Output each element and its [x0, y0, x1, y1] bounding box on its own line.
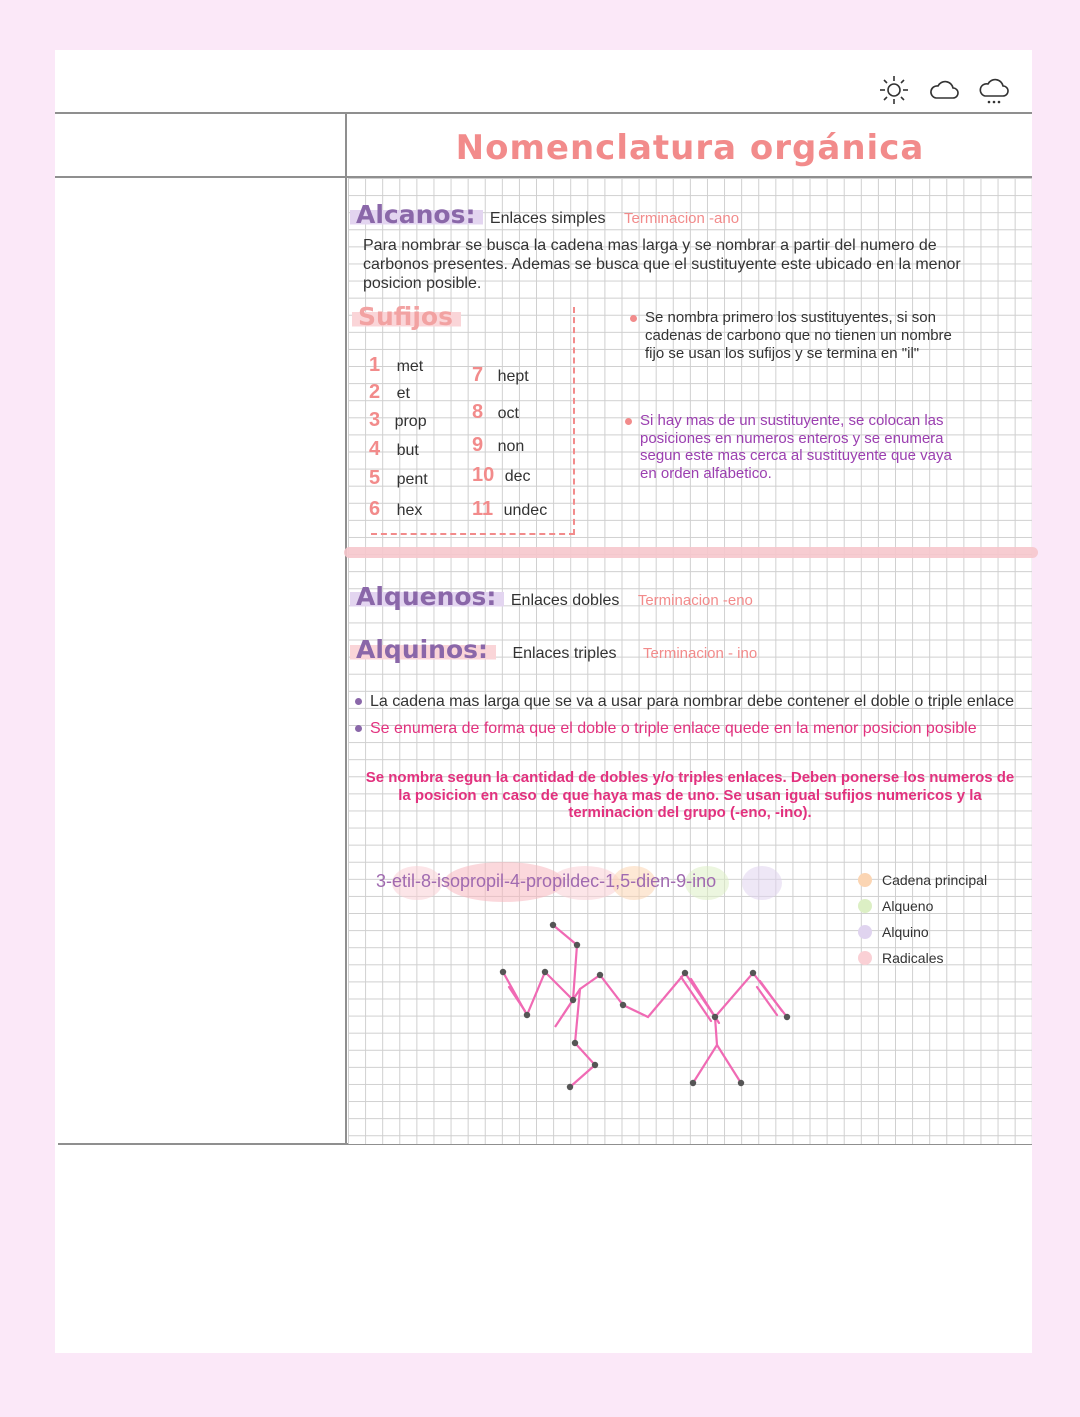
alcanos-suffix: Terminacion -ano [623, 210, 740, 227]
page-title: Nomenclatura orgánica [455, 128, 925, 168]
naming-line: la posicion en caso de que haya mas de uno. Se usan igual sufijos numericos y la [398, 786, 982, 804]
alquinos-row [350, 635, 757, 664]
suffix-item [472, 364, 547, 401]
cloud-icon [928, 76, 960, 104]
suffix-item [369, 498, 428, 526]
alcanos-heading: Alcanos: [350, 200, 483, 229]
legend-label: Cadena principal [882, 872, 988, 888]
suffix-item [472, 498, 547, 528]
note-line: posiciones en numeros enteros y se enumera [640, 429, 944, 447]
note-line: en orden alfabetico. [640, 464, 772, 482]
margin-rule [345, 112, 347, 1145]
suffix-name: met [396, 358, 424, 375]
note-line: fijo se usan los sufijos y se termina en "il" [645, 345, 920, 362]
suffix-name: pent [396, 471, 428, 488]
note-line: segun este mas cerca al sustituyente que vaya [640, 447, 952, 464]
suffix-number: 11 [472, 498, 494, 520]
legend-swatch [858, 873, 872, 887]
suffix-name: undec [503, 502, 548, 519]
section-divider [344, 547, 1038, 558]
suffix-item [472, 401, 547, 434]
alquenos-heading: Alquenos: [350, 582, 504, 611]
suffix-number: 6 [369, 498, 381, 520]
rules-list [355, 693, 1025, 738]
rule-item [355, 720, 1025, 738]
alcanos-paragraph [363, 236, 1023, 293]
suffix-item [369, 467, 428, 498]
alcanos-bond: Enlaces simples [489, 210, 606, 227]
alquinos-heading: Alquinos: [350, 635, 496, 664]
suffix-item [369, 381, 428, 409]
suffix-number: 8 [472, 401, 484, 423]
sun-icon [878, 74, 910, 106]
sufijos-heading: Sufijos [352, 302, 461, 331]
suffix-item [472, 464, 547, 498]
alquenos-suffix: Terminacion -eno [637, 592, 753, 609]
suffix-name: hex [396, 502, 423, 519]
alcanos-line: posicion posible. [363, 275, 482, 292]
rule-item [355, 693, 1025, 720]
suffix-name: non [497, 438, 525, 455]
naming-explanation [360, 769, 1020, 822]
bullet-icon [355, 725, 362, 732]
suffix-name: et [396, 385, 410, 402]
sufijos-left-list [369, 354, 428, 526]
legend-label: Radicales [882, 950, 944, 966]
suffix-item [369, 354, 428, 381]
skeletal-structure [495, 915, 805, 1095]
legend-swatch [858, 899, 872, 913]
rain-cloud-icon [977, 76, 1011, 108]
alquinos-bond: Enlaces triples [512, 645, 617, 662]
legend-label: Alqueno [882, 898, 934, 914]
suffix-number: 10 [472, 464, 495, 486]
note-varios-sustituyentes [625, 412, 1015, 482]
suffix-number: 5 [369, 467, 381, 489]
note-line: Se nombra primero los sustituyentes, si son [645, 309, 936, 326]
naming-line: Se nombra segun la cantidad de dobles y/o triples enlaces. Deben ponerse los numeros de [365, 769, 1015, 786]
sufijos-right-list [472, 364, 547, 528]
suffix-item [369, 438, 428, 467]
suffix-number: 2 [369, 381, 381, 403]
alcanos-row [350, 200, 739, 229]
legend-label: Alquino [882, 924, 929, 940]
alquenos-row [350, 582, 753, 611]
alcanos-line: Para nombrar se busca la cadena mas larga y se nombrar a partir del numero de [363, 237, 937, 254]
alquinos-suffix: Terminacion - ino [642, 645, 758, 662]
suffix-name: but [396, 442, 419, 459]
suffix-name: hept [497, 368, 529, 385]
alquenos-bond: Enlaces dobles [510, 592, 620, 609]
example-name: 3-etil-8-isopropil-4-propildec-1,5-dien-9-ino [376, 871, 717, 891]
bullet-icon [625, 418, 632, 425]
legend-swatch [858, 951, 872, 965]
suffix-item [472, 434, 547, 464]
bullet-icon [355, 698, 362, 705]
note-line: Si hay mas de un sustituyente, se colocan las [640, 412, 944, 429]
rule-text: La cadena mas larga que se va a usar para nombrar debe contener el doble o triple enlace [370, 693, 1014, 710]
suffix-name: prop [394, 413, 427, 430]
suffix-number: 1 [369, 354, 381, 376]
suffix-item [369, 409, 428, 438]
header-rule [55, 112, 1032, 114]
suffix-number: 9 [472, 434, 484, 456]
note-line: cadenas de carbono que no tienen un nombre [645, 327, 952, 344]
suffix-number: 4 [369, 438, 381, 460]
highlight-blob [742, 866, 782, 900]
bullet-icon [630, 315, 637, 322]
suffix-number: 7 [472, 364, 484, 386]
suffix-number: 3 [369, 409, 381, 431]
legend-swatch [858, 925, 872, 939]
alcanos-line: carbonos presentes. Ademas se busca que el sustituyente este ubicado en la menor [363, 256, 961, 273]
rule-text: Se enumera de forma que el doble o triple enlace quede en la menor posicion posible [370, 720, 977, 737]
note-sustituyentes [630, 309, 1010, 363]
naming-line: terminacion del grupo (-eno, -ino). [568, 804, 812, 821]
suffix-name: oct [497, 405, 519, 422]
suffix-name: dec [504, 468, 531, 485]
